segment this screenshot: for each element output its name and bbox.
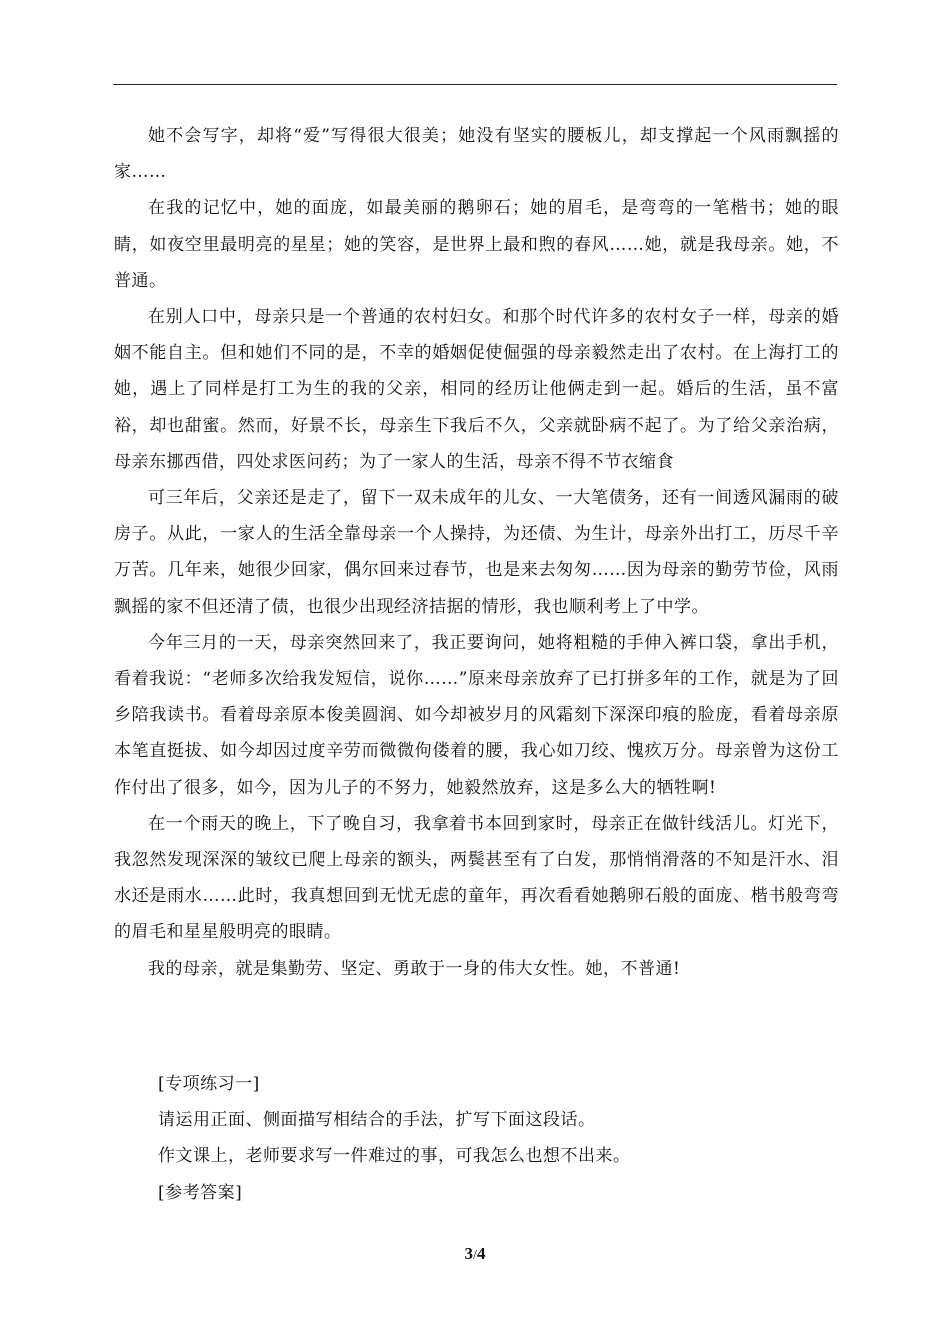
essay-paragraph: 今年三月的一天，母亲突然回来了，我正要询问，她将粗糙的手伸入裤口袋，拿出手机，看着我说：“老师多次给我发短信，说你……”原来母亲放弃了已打拼多年的工作，就是为了回乡陪我读书。看着母亲原本俊美圆润、如今却被岁月的风霜刻下深深印痕的脸庞，看着母亲原本笔直挺拔、如今却因过度辛劳而微微佝偻着的腰，我心如刀绞、愧疚万分。母亲曾为这份工作付出了很多，如今，因为儿子的不努力，她毅然放弃，这是多么大的牺牲啊! xyxy=(114,632,839,798)
essay-paragraph: 她不会写字，却将“爱”写得很大很美；她没有坚实的腰板儿，却支撑起一个风雨飘摇的家…… xyxy=(114,126,839,183)
exercise-prompt: 作文课上，老师要求写一件难过的事，可我怎么也想不出来。 xyxy=(158,1146,631,1167)
total-pages: 4 xyxy=(476,1244,486,1263)
essay-paragraph: 在一个雨天的晚上，下了晚自习，我拿着书本回到家时，母亲正在做针线活儿。灯光下，我忽然发现深深的皱纹已爬上母亲的额头，两鬓甚至有了白发，那悄悄滑落的不知是汗水、泪水还是雨水……此时，我真想回到无忧无虑的童年，再次看看她鹅卵石般的面庞、楷书般弯弯的眉毛和星星般明亮的眼睛。 xyxy=(114,813,839,943)
exercise-heading: [专项练习一] xyxy=(158,1074,260,1094)
essay-paragraph: 可三年后，父亲还是走了，留下一双未成年的儿女、一大笔债务，还有一间透风漏雨的破房子。从此，一家人的生活全靠母亲一个人操持，为还债、为生计，母亲外出打工，历尽千辛万苦。几年来，她很少回家，偶尔回来过春节，也是来去匆匆……因为母亲的勤劳节俭，风雨飘摇的家不但还清了债，也很少出现经济拮据的情形，我也顺利考上了中学。 xyxy=(114,488,839,617)
essay-body xyxy=(114,118,839,987)
exercise-instruction: 请运用正面、侧面描写相结合的手法，扩写下面这段话。 xyxy=(158,1110,596,1131)
page-separator: / xyxy=(473,1248,477,1263)
current-page: 3 xyxy=(464,1244,474,1263)
essay-paragraph: 在别人口中，母亲只是一个普通的农村妇女。和那个时代许多的农村女子一样，母亲的婚姻不能自主。但和她们不同的是，不幸的婚姻促使倔强的母亲毅然走出了农村。在上海打工的她，遇上了同样是打工为生的我的父亲，相同的经历让他俩走到一起。婚后的生活，虽不富裕，却也甜蜜。然而，好景不长，母亲生下我后不久，父亲就卧病不起了。为了给父亲治病，母亲东挪西借，四处求医问药；为了一家人的生活，母亲不得不节衣缩食 xyxy=(114,307,839,472)
answer-heading: [参考答案] xyxy=(158,1182,243,1203)
exercise-section xyxy=(158,1066,838,1211)
essay-paragraph: 在我的记忆中，她的面庞，如最美丽的鹅卵石；她的眉毛，是弯弯的一笔楷书；她的眼睛，如夜空里最明亮的星星；她的笑容，是世界上最和煦的春风……她，就是我母亲。她，不普通。 xyxy=(114,198,839,291)
essay-paragraph: 我的母亲，就是集勤劳、坚定、勇敢于一身的伟大女性。她，不普通! xyxy=(148,958,681,979)
page-number xyxy=(0,1244,950,1264)
header-rule xyxy=(113,84,837,85)
